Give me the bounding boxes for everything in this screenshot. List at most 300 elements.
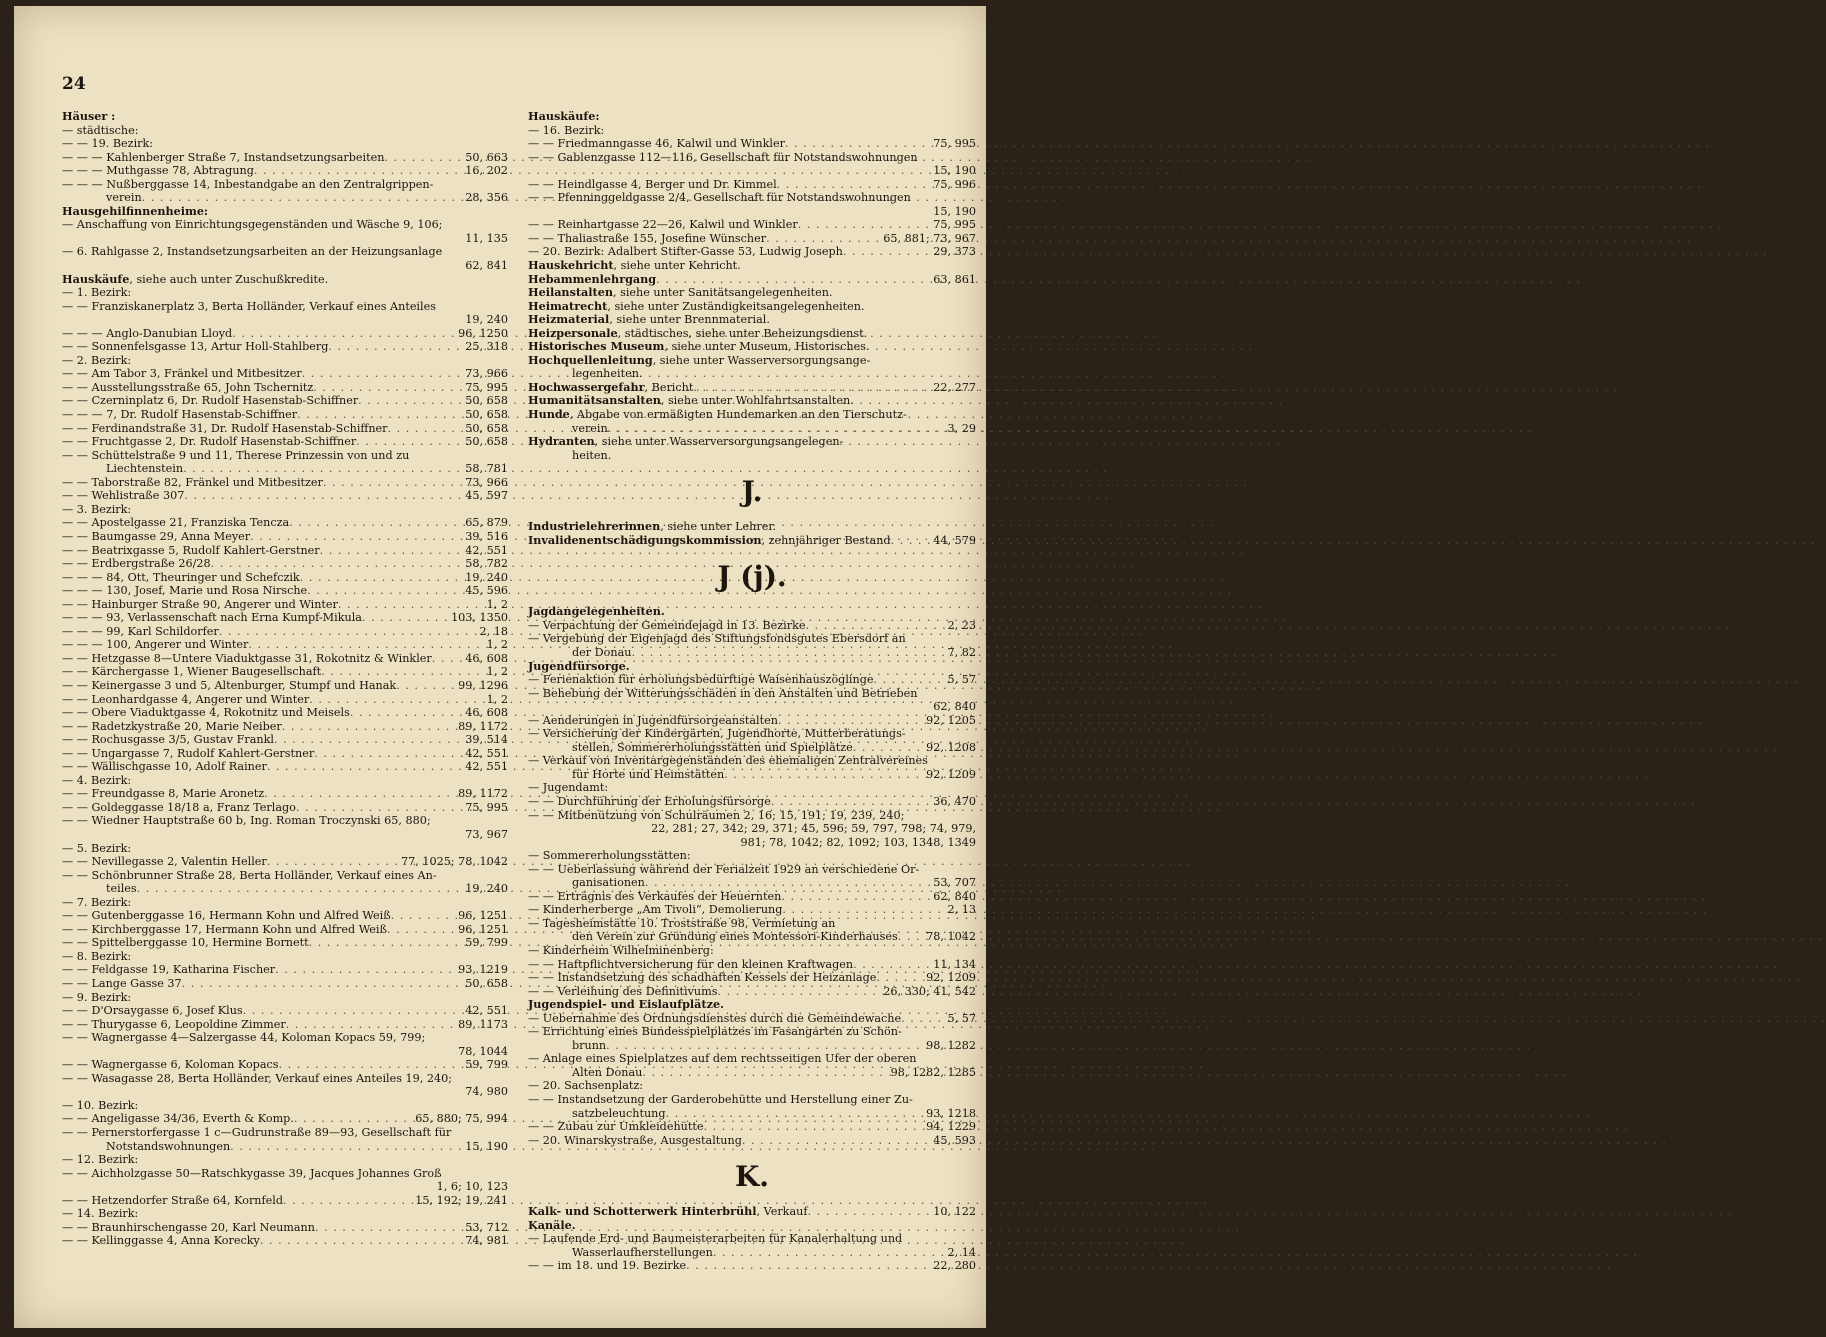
- index-entry-text: heiten.: [572, 448, 612, 462]
- index-entry-text: Hauskehricht, siehe unter Kehricht.: [528, 258, 741, 273]
- section-letter-i: J.: [741, 475, 763, 509]
- page-reference: 36, 470: [933, 794, 976, 808]
- leader-dots: [294, 1112, 411, 1126]
- index-entry: [62, 909, 508, 923]
- leader-dots: [260, 1234, 461, 1248]
- index-entry-text: — 20. Bezirk: Adalbert Stifter-Gasse 53, Ludwig Joseph: [528, 245, 843, 259]
- page-reference: 50, 658: [465, 977, 508, 990]
- page-reference: 2, 18: [479, 624, 508, 638]
- leader-dots: [250, 530, 461, 544]
- index-entry: [62, 462, 508, 476]
- index-entry-text: Notstandswohnungen: [106, 1139, 231, 1153]
- index-entry: [62, 408, 508, 422]
- index-entry: [62, 747, 508, 761]
- index-entry-text: Hauskäufe:: [528, 109, 600, 123]
- index-entry-text: — — Braunhirschengasse 20, Karl Neumann: [62, 1220, 315, 1234]
- page-reference: 62, 840: [933, 889, 976, 903]
- page-reference: 44, 579: [933, 533, 976, 547]
- left-column: [62, 110, 508, 1248]
- index-entry-text: — — Radetzkystraße 20, Marie Neiber: [62, 719, 282, 733]
- index-entry: [62, 584, 508, 598]
- index-entry: [528, 435, 976, 449]
- section-i-entries: [528, 520, 976, 547]
- page-reference: 46, 608: [465, 651, 508, 665]
- leader-dots: [358, 394, 461, 408]
- leader-dots: [283, 1194, 411, 1208]
- leader-dots: [254, 164, 461, 178]
- index-entry-text: — 8. Bezirk:: [62, 949, 132, 963]
- index-entry: [528, 781, 976, 795]
- page-reference: 5, 57: [947, 673, 976, 687]
- index-entry: [528, 619, 976, 633]
- leader-dots: [843, 245, 929, 259]
- index-entry: [528, 646, 976, 660]
- page-reference: 92, 1209: [926, 971, 976, 985]
- index-entry: [62, 801, 508, 815]
- index-entry: [528, 985, 976, 999]
- index-entry-continuation: 78, 1044: [458, 1044, 508, 1058]
- page-reference: 53, 712: [465, 1220, 508, 1234]
- index-entry-text: — — Aichholzgasse 50—Ratschkygasse 39, Jacques Johannes Groß: [62, 1166, 442, 1180]
- index-entry: [62, 544, 508, 558]
- index-entry-text: — — Erträgnis des Verkaufes der Heuernten: [528, 889, 782, 903]
- leader-dots: [313, 381, 461, 395]
- index-entry: [62, 1234, 508, 1248]
- leader-dots: [778, 714, 922, 728]
- index-entry: [62, 300, 508, 314]
- index-entry-text: — Uebernahme des Ordnungsdienstes durch die Gemeindewache: [528, 1011, 902, 1025]
- index-entry: [528, 795, 976, 809]
- index-entry: [62, 489, 508, 503]
- index-entry: [62, 665, 508, 679]
- index-entry-text: — — Friedmanngasse 46, Kalwil und Winkler: [528, 137, 785, 151]
- leader-dots: [309, 693, 482, 707]
- index-entry: [62, 638, 508, 652]
- index-entry: [528, 1012, 976, 1026]
- index-entry: [62, 1167, 508, 1181]
- index-entry-continuation: 74, 980: [465, 1085, 508, 1099]
- page-reference: 50, 658: [465, 394, 508, 408]
- section-k-entries: [528, 1205, 976, 1273]
- index-entry: [62, 151, 508, 165]
- index-entry-text: — — Angeligasse 34/36, Everth & Komp.: [62, 1112, 294, 1126]
- index-entry-text: — — Wehlistraße 307: [62, 489, 185, 503]
- index-entry: [528, 340, 976, 354]
- page-reference: 65, 881; 73, 967: [883, 231, 976, 245]
- index-entry-text: — — Wällischgasse 10, Adolf Rainer: [62, 760, 267, 774]
- page-reference: 42, 551: [465, 543, 508, 557]
- leader-dots: [275, 963, 454, 977]
- index-entry-text: — — Gablenzgasse 112—116, Gesellschaft für Notstandswohnungen: [528, 150, 918, 164]
- index-entry: [62, 1153, 508, 1167]
- page-reference: 78, 1042: [926, 930, 976, 944]
- leader-dots: [296, 801, 461, 815]
- leader-dots: [785, 137, 929, 151]
- index-entry-text: — 20. Winarskystraße, Ausgestaltung: [528, 1133, 742, 1147]
- index-entry-text: — — 19. Bezirk:: [62, 137, 154, 151]
- page-reference: 7, 82: [947, 645, 976, 659]
- index-entry-text: — — Beatrixgasse 5, Rudolf Kahlert-Gerstner: [62, 543, 320, 557]
- leader-dots: [219, 625, 476, 639]
- index-entry: [62, 449, 508, 463]
- index-entry-text: — — Hetzendorfer Straße 64, Kornfeld: [62, 1193, 284, 1207]
- index-entry: [62, 787, 508, 801]
- page-number: 24: [62, 74, 86, 94]
- leader-dots: [356, 435, 461, 449]
- leader-dots: [391, 909, 454, 923]
- leader-dots: [387, 923, 454, 937]
- page-reference: 65, 879: [465, 516, 508, 530]
- index-entry: [528, 930, 976, 944]
- leader-dots: [309, 936, 462, 950]
- leader-dots: [264, 787, 454, 801]
- index-entry-text: — 7. Bezirk:: [62, 895, 132, 909]
- index-entry: [62, 340, 508, 354]
- index-entry-text: — — Heindlgasse 4, Berger und Dr. Kimmel: [528, 177, 777, 191]
- page-reference: 73, 966: [465, 367, 508, 381]
- index-entry-text: — — Keinergasse 3 und 5, Altenburger, Stumpf und Hanak: [62, 678, 397, 692]
- index-entry-text: — — Wiedner Hauptstraße 60 b, Ing. Roman Troczynski 65, 880;: [62, 814, 431, 828]
- index-entry: [528, 245, 976, 259]
- page-reference: 75, 995: [933, 218, 976, 232]
- index-entry: [62, 1194, 508, 1208]
- page-reference: 93, 1218: [926, 1106, 976, 1120]
- leader-dots: [297, 408, 461, 422]
- index-entry: [62, 1058, 508, 1072]
- page-reference: 96, 1251: [458, 922, 508, 936]
- page-reference: 59, 799: [465, 936, 508, 950]
- page-reference: 75, 995: [465, 380, 508, 394]
- index-entry: [528, 1039, 976, 1053]
- page-reference: 42, 551: [465, 746, 508, 760]
- leader-dots: [302, 367, 462, 381]
- page-reference: 42, 551: [465, 760, 508, 774]
- index-entry-continuation: 62, 840: [933, 700, 976, 714]
- leader-dots: [184, 489, 461, 503]
- index-entry-text: — — — 130, Josef, Marie und Rosa Nirsche: [62, 584, 308, 598]
- index-entry-text: — 16. Bezirk:: [528, 123, 605, 137]
- leader-dots: [274, 733, 461, 747]
- index-entry: [528, 394, 976, 408]
- index-entry: [528, 381, 976, 395]
- index-entry: [528, 998, 976, 1012]
- leader-dots: [724, 768, 922, 782]
- index-entry-text: — 5. Bezirk:: [62, 841, 132, 855]
- document-page: [14, 6, 986, 1328]
- leader-dots: [717, 985, 879, 999]
- page-reference: 45, 597: [465, 489, 508, 503]
- index-entry-text: Industrielehrerinnen, siehe unter Lehrer.: [528, 519, 776, 534]
- index-entry-text: — Ferienaktion für erholungsbedürftige Waisenhauszöglinge: [528, 673, 874, 687]
- leader-dots: [781, 890, 929, 904]
- index-entry: [62, 760, 508, 774]
- index-entry: [528, 1107, 976, 1121]
- index-entry: [528, 768, 976, 782]
- page-reference: 73, 966: [465, 475, 508, 489]
- index-entry-text: — — Verleihung des Definitivums: [528, 984, 718, 998]
- index-entry: [528, 273, 976, 287]
- index-entry: [528, 1219, 976, 1233]
- leader-dots: [876, 971, 922, 985]
- index-entry: [62, 503, 508, 517]
- index-entry-text: Jagdangelegenheiten.: [528, 604, 665, 619]
- page-reference: 19, 240: [465, 882, 508, 896]
- leader-dots: [142, 191, 462, 205]
- leader-dots: [243, 1004, 462, 1018]
- index-entry: [62, 598, 508, 612]
- index-entry-text: — — Hainburger Straße 90, Angerer und Winter: [62, 597, 338, 611]
- leader-dots: [307, 584, 461, 598]
- index-entry-text: — 2. Bezirk:: [62, 353, 132, 367]
- index-entry: [62, 869, 508, 883]
- index-entry-text: — — Schüttelstraße 9 und 11, Therese Prinzessin von und zu: [62, 448, 410, 462]
- leader-dots: [806, 619, 944, 633]
- index-entry-text: — — Nevillegasse 2, Valentin Heller: [62, 855, 267, 869]
- index-entry-text: — — Pernerstorfergasse 1 c—Gudrunstraße 89—93, Gesellschaft für: [62, 1126, 452, 1140]
- index-entry-text: — 9. Bezirk:: [62, 990, 132, 1004]
- leader-dots: [608, 422, 944, 436]
- index-entry: [528, 191, 976, 205]
- index-entry: [528, 1066, 976, 1080]
- index-entry-text: Hochwassergefahr, Bericht: [528, 379, 694, 394]
- page-reference: 96, 1250: [458, 326, 508, 340]
- leader-dots: [782, 903, 943, 917]
- leader-dots: [338, 598, 483, 612]
- index-entry-continuation: 62, 841: [465, 259, 508, 273]
- index-entry-text: legenheiten.: [572, 367, 643, 381]
- index-entry-text: der Donau: [572, 645, 632, 659]
- index-entry: [528, 863, 976, 877]
- index-entry: [528, 1134, 976, 1148]
- index-entry: [62, 977, 508, 991]
- index-entry-text: Hydranten, siehe unter Wasserversorgungsangelegen-: [528, 434, 844, 449]
- index-entry-text: — — Erdbergstraße 26/28: [62, 557, 211, 571]
- leader-dots: [384, 151, 461, 165]
- index-entry: [528, 727, 976, 741]
- index-entry: [62, 1221, 508, 1235]
- index-entry-text: — Kinderheim Wilhelminenberg:: [528, 943, 714, 957]
- page-reference: 92, 1209: [926, 767, 976, 781]
- index-entry: [528, 151, 976, 165]
- leader-dots: [286, 1018, 455, 1032]
- index-entry: [528, 1052, 976, 1066]
- index-entry-text: — — — Nußberggasse 14, Inbestandgabe an den Zentralgrippen-: [62, 177, 434, 191]
- index-entry: [528, 327, 976, 341]
- index-entry: [62, 571, 508, 585]
- leader-dots: [230, 1140, 461, 1154]
- index-entry: [528, 1205, 976, 1219]
- index-entry-text: — — Freundgasse 8, Marie Aronetz: [62, 787, 265, 801]
- index-entry-text: stellen, Sommererholungsstätten und Spielplätze: [572, 740, 853, 754]
- leader-dots: [232, 327, 454, 341]
- index-entry: [528, 971, 976, 985]
- index-entry: [62, 1140, 508, 1154]
- index-entry-text: — — Baumgasse 29, Anna Meyer: [62, 529, 251, 543]
- index-entry: [62, 679, 508, 693]
- index-entry-text: für Horte und Heimstätten: [572, 767, 725, 781]
- index-entry-continuation: 981; 78, 1042; 82, 1092; 103, 1348, 1349: [740, 835, 976, 849]
- leader-dots: [693, 381, 929, 395]
- index-entry: [62, 435, 508, 449]
- index-entry-text: — — Instandsetzung der Garderobehütte und Herstellung einer Zu-: [528, 1093, 913, 1106]
- index-entry: [62, 191, 508, 205]
- index-entry-text: — — Kärchergasse 1, Wiener Baugesellschaft: [62, 665, 322, 679]
- page-reference: 1, 2: [486, 692, 508, 706]
- index-entry: [528, 218, 976, 232]
- index-entry-text: — — Goldeggasse 18/18 a, Franz Terlago: [62, 800, 296, 814]
- index-entry: [528, 449, 976, 463]
- index-entry: [62, 1207, 508, 1221]
- index-entry-text: teiles: [106, 882, 137, 896]
- page-reference: 45, 593: [933, 1133, 976, 1147]
- leader-dots: [853, 958, 929, 972]
- index-entry-text: — 3. Bezirk:: [62, 502, 132, 516]
- leader-dots: [656, 273, 929, 287]
- index-entry: [62, 516, 508, 530]
- index-entry: [528, 1232, 976, 1246]
- page-reference: 98, 1282, 1285: [890, 1065, 976, 1079]
- index-entry-text: — — Franziskanerplatz 3, Berta Holländer, Verkauf eines Anteiles: [62, 299, 436, 313]
- index-entry: [528, 1259, 976, 1273]
- index-entry: [528, 917, 976, 931]
- leader-dots: [267, 760, 461, 774]
- index-entry: [62, 733, 508, 747]
- index-entry-text: verein: [106, 191, 142, 205]
- index-entry-text: — — Leonhardgasse 4, Angerer und Winter: [62, 692, 310, 706]
- leader-dots: [873, 673, 943, 687]
- index-entry: [62, 720, 508, 734]
- index-entry: [528, 903, 976, 917]
- page-reference: 15, 190: [465, 1139, 508, 1153]
- page-reference: 94, 1229: [926, 1120, 976, 1134]
- index-entry: [528, 259, 976, 273]
- page-reference: 58, 782: [465, 557, 508, 571]
- index-entry-text: — Verkauf von Inventargegenständen des ehemaligen Zentralvereines: [528, 754, 928, 768]
- leader-dots: [137, 882, 462, 896]
- index-entry-text: — — — 84, Ott, Theuringer und Schefczik: [62, 570, 300, 584]
- page-reference: 65, 880; 75, 994: [415, 1112, 508, 1126]
- page-reference: 2, 23: [947, 618, 976, 632]
- index-entry-text: — 6. Rahlgasse 2, Instandsetzungsarbeiten an der Heizungsanlage: [62, 245, 443, 259]
- index-entry: [62, 218, 508, 232]
- leader-dots: [771, 795, 929, 809]
- index-entry: [62, 842, 508, 856]
- page-reference: 59, 799: [465, 1058, 508, 1072]
- index-entry-text: — — Lange Gasse 37: [62, 977, 182, 990]
- index-entry: [528, 1093, 976, 1107]
- page-reference: 63, 861: [933, 272, 976, 286]
- index-entry: [528, 714, 976, 728]
- index-entry-text: — — Ungargasse 7, Rudolf Kahlert-Gerstner: [62, 746, 315, 760]
- index-entry-text: Invalidenentschädigungskommission, zehnjähriger Bestand: [528, 532, 891, 547]
- index-entry: [62, 611, 508, 625]
- leader-dots: [713, 1246, 944, 1260]
- page-reference: 29, 373: [933, 245, 976, 259]
- page-reference: 89, 1173: [458, 1017, 508, 1031]
- page-reference: 98, 1282: [926, 1038, 976, 1052]
- index-entry: [528, 673, 976, 687]
- page-reference: 1, 2: [486, 597, 508, 611]
- index-entry-text: — 14. Bezirk:: [62, 1207, 139, 1221]
- page-reference: 22, 280: [933, 1259, 976, 1273]
- index-entry: [528, 1246, 976, 1260]
- index-entry-text: — Sommererholungsstätten:: [528, 849, 691, 863]
- index-entry-text: den Verein zur Gründung eines Montessori-Kinderhauses: [572, 930, 898, 944]
- page-reference: 50, 663: [465, 150, 508, 164]
- leader-dots: [323, 476, 461, 490]
- index-entry-text: — — im 18. und 19. Bezirke: [528, 1259, 687, 1273]
- leader-dots: [891, 534, 930, 548]
- page-reference: 93, 1219: [458, 963, 508, 977]
- index-entry-text: satzbeleuchtung: [572, 1106, 666, 1120]
- page-reference: 26, 330; 41, 542: [883, 984, 976, 998]
- index-entry-text: Humanitätsanstalten, siehe unter Wohlfahrtsanstalten.: [528, 393, 854, 408]
- index-entry-text: — 10. Bezirk:: [62, 1098, 139, 1112]
- index-entry: [62, 381, 508, 395]
- index-entry: [528, 876, 976, 890]
- page-reference: 10, 122: [933, 1205, 976, 1219]
- index-entry: [528, 408, 976, 422]
- index-entry: [528, 110, 976, 124]
- index-entry: [62, 693, 508, 707]
- index-entry: [62, 991, 508, 1005]
- index-entry-text: — Laufende Erd- und Baumeisterarbeiten für Kanalerhaltung und: [528, 1232, 903, 1246]
- index-entry-text: Hochquellenleitung, siehe unter Wasserversorgungsange-: [528, 352, 871, 367]
- page-reference: 89, 1172: [458, 719, 508, 733]
- page-reference: 89, 1172: [458, 787, 508, 801]
- index-entry-text: — — Instandsetzung des schadhaften Kessels der Heizanlage: [528, 971, 877, 985]
- page-reference: 46, 608: [465, 706, 508, 720]
- index-entry: [62, 110, 508, 124]
- index-entry: [62, 422, 508, 436]
- index-entry-text: Liechtenstein: [106, 462, 184, 476]
- index-entry-text: — — Wagnergasse 6, Koloman Kopacs: [62, 1058, 279, 1072]
- index-entry-text: — — Taborstraße 82, Fränkel und Mitbesitzer: [62, 475, 323, 489]
- index-entry-text: — — Ausstellungsstraße 65, John Tschernitz: [62, 380, 314, 394]
- index-entry-continuation: 15, 190: [933, 164, 976, 178]
- page-reference: 15, 192; 19, 241: [415, 1193, 508, 1207]
- index-entry: [62, 936, 508, 950]
- index-entry-text: — — Fruchtgasse 2, Dr. Rudolf Hasenstab-Schiffner: [62, 435, 357, 449]
- index-entry: [528, 944, 976, 958]
- leader-dots: [315, 1221, 461, 1235]
- leader-dots: [350, 706, 461, 720]
- leader-dots: [314, 747, 461, 761]
- index-entry: [62, 164, 508, 178]
- page-reference: 11, 134: [933, 957, 976, 971]
- index-entry-text: — — Sonnenfelsgasse 13, Artur Holl-Stahlberg: [62, 340, 329, 354]
- index-entry: [62, 1018, 508, 1032]
- index-entry-text: — Behebung der Witterungsschäden in den Anstalten und Betrieben: [528, 686, 918, 700]
- leader-dots: [666, 1107, 923, 1121]
- index-entry-text: — — Haftpflichtversicherung für den kleinen Kraftwagen: [528, 957, 854, 971]
- index-entry: [528, 520, 976, 534]
- page-reference: 2, 14: [947, 1245, 976, 1259]
- leader-dots: [631, 646, 943, 660]
- leader-dots: [606, 1039, 922, 1053]
- leader-dots: [279, 1058, 462, 1072]
- page-reference: 53, 707: [933, 876, 976, 890]
- index-entry-text: — — Feldgasse 19, Katharina Fischer: [62, 963, 276, 977]
- section-j-entries: [528, 605, 976, 1147]
- leader-dots: [183, 462, 461, 476]
- leader-dots: [686, 1259, 929, 1273]
- index-entry: [62, 245, 508, 259]
- index-entry-text: — städtische:: [62, 123, 139, 137]
- page-reference: 75, 996: [933, 177, 976, 191]
- index-entry-text: — Kinderherberge „Am Tivoli“, Demolierung: [528, 903, 783, 917]
- leader-dots: [388, 422, 462, 436]
